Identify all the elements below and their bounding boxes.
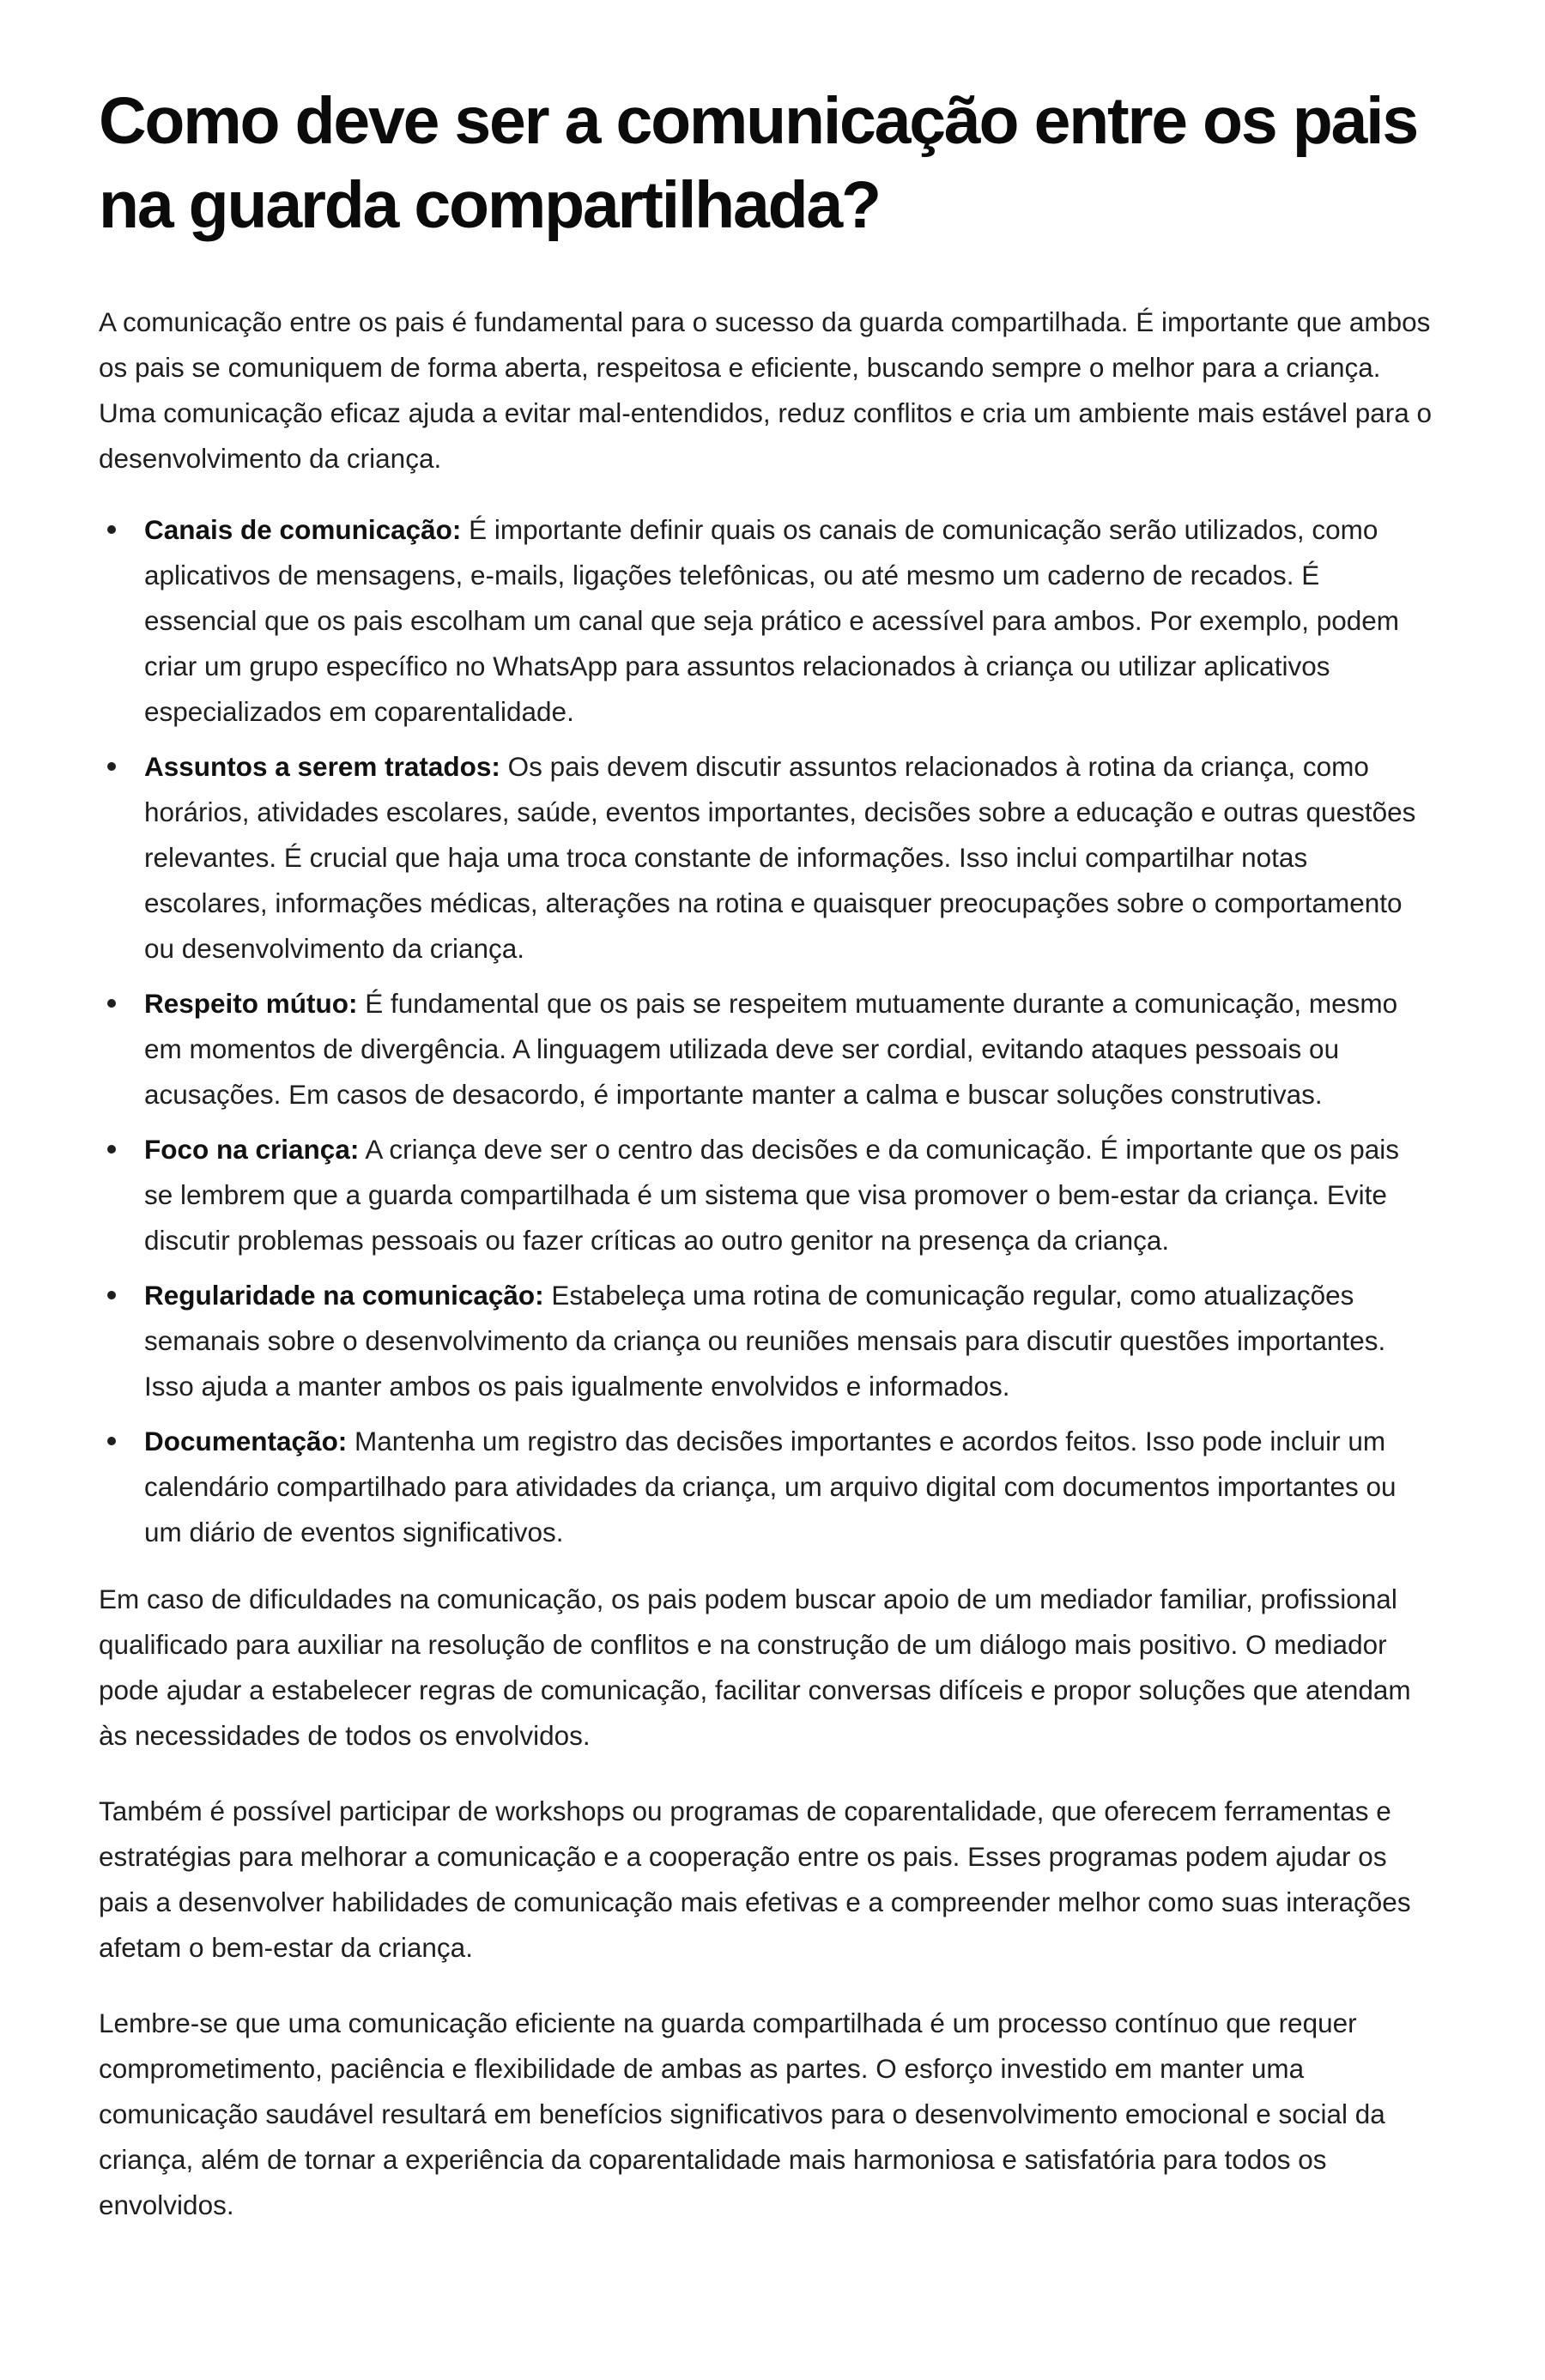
bullet-icon (107, 525, 116, 534)
list-item-label: Documentação: (144, 1426, 348, 1456)
list-item-text: Mantenha um registro das decisões importantes e acordos feitos. Isso pode incluir um calendário compartilhado para atividades da criança, um arquivo digital com documentos importantes ou um diário de eventos significativos. (144, 1426, 1397, 1547)
article-title: Como deve ser a comunicação entre os pais na guarda compartilhada? (99, 84, 1417, 242)
list-item (99, 507, 1433, 735)
list-item (99, 1127, 1433, 1263)
bullet-icon (107, 762, 116, 771)
intro-paragraph: A comunicação entre os pais é fundamental para o sucesso da guarda compartilhada. É importante que ambos os pais se comuniquem de forma aberta, respeitosa e eficiente, buscando sempre o melhor para a criança. Uma comunicação eficaz ajuda a evitar mal-entendidos, reduz conflitos e cria um ambiente mais estável para o desenvolvimento da criança. (99, 306, 1433, 474)
bullet-icon (107, 1291, 116, 1299)
bullet-list (99, 507, 1433, 1555)
list-item-label: Canais de comunicação: (144, 514, 462, 545)
list-item-label: Respeito mútuo: (144, 988, 358, 1019)
body-paragraph-mediador: Em caso de dificuldades na comunicação, os pais podem buscar apoio de um mediador familiar, profissional qualificado para auxiliar na resolução de conflitos e na construção de um diálogo mais positivo. O mediador pode ajudar a estabelecer regras de comunicação, facilitar conversas difíceis e propor soluções que atendam às necessidades de todos os envolvidos. (99, 1584, 1411, 1751)
list-item (99, 744, 1433, 972)
list-item-label: Assuntos a serem tratados: (144, 751, 500, 782)
body-paragraph-conclusao: Lembre-se que uma comunicação eficiente na guarda compartilhada é um processo contínuo que requer comprometimento, paciência e flexibilidade de ambas as partes. O esforço investido em manter uma comunicação saudável resultará em benefícios significativos para o desenvolvimento emocional e social da criança, além de tornar a experiência da coparentalidade mais harmoniosa e satisfatória para todos os envolvidos. (99, 2008, 1385, 2220)
list-item-text: Estabeleça uma rotina de comunicação regular, como atualizações semanais sobre o desenvolvimento da criança ou reuniões mensais para discutir questões importantes. Isso ajuda a manter ambos os pais igualmente envolvidos e informados. (144, 1280, 1386, 1402)
list-item-label: Foco na criança: (144, 1134, 360, 1165)
bullet-icon (107, 1437, 116, 1445)
list-item-text: A criança deve ser o centro das decisões e da comunicação. É importante que os pais se lembrem que a guarda compartilhada é um sistema que visa promover o bem-estar da criança. Evite discutir problemas pessoais ou fazer críticas ao outro genitor na presença da criança. (144, 1134, 1400, 1256)
bullet-icon (107, 999, 116, 1008)
list-item-text: É fundamental que os pais se respeitem mutuamente durante a comunicação, mesmo em momentos de divergência. A linguagem utilizada deve ser cordial, evitando ataques pessoais ou acusações. Em casos de desacordo, é importante manter a calma e buscar soluções construtivas. (144, 988, 1398, 1110)
list-item-text: Os pais devem discutir assuntos relacionados à rotina da criança, como horários, atividades escolares, saúde, eventos importantes, decisões sobre a educação e outras questões relevantes. É crucial que haja uma troca constante de informações. Isso inclui compartilhar notas escolares, informações médicas, alterações na rotina e quaisquer preocupações sobre o comportamento ou desenvolvimento da criança. (144, 751, 1416, 964)
list-item (99, 1419, 1433, 1555)
list-item-text: É importante definir quais os canais de comunicação serão utilizados, como aplicativos de mensagens, e-mails, ligações telefônicas, ou até mesmo um caderno de recados. É essencial que os pais escolham um canal que seja prático e acessível para ambos. Por exemplo, podem criar um grupo específico no WhatsApp para assuntos relacionados à criança ou utilizar aplicativos especializados em coparentalidade. (144, 514, 1400, 727)
list-item-label: Regularidade na comunicação: (144, 1280, 544, 1311)
body-paragraph-workshops: Também é possível participar de workshops ou programas de coparentalidade, que oferecem ferramentas e estratégias para melhorar a comunicação e a cooperação entre os pais. Esses programas podem ajudar os pais a desenvolver habilidades de comunicação mais efetivas e a compreender melhor como suas interações afetam o bem-estar da criança. (99, 1796, 1411, 1963)
list-item (99, 981, 1433, 1117)
bullet-icon (107, 1145, 116, 1154)
list-item (99, 1273, 1433, 1409)
